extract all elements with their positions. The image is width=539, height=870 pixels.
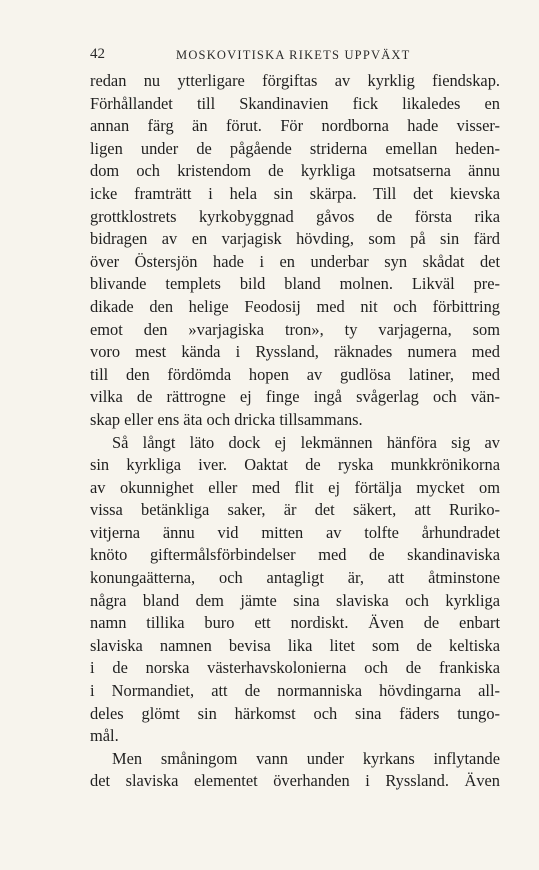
text-line: ligen under de pågående striderna emellan heden- bbox=[90, 138, 500, 158]
text-line: slaviska namnen bevisa lika litet som de keltiska bbox=[90, 635, 500, 655]
text-line: några bland dem jämte sina slaviska och kyrkliga bbox=[90, 590, 500, 610]
text-line: mål. bbox=[90, 726, 119, 746]
text-line: annan färg än förut. För nordborna hade visser- bbox=[90, 116, 500, 136]
text-line: vilka de rättrogne ej finge ingå svågerlag och vän- bbox=[90, 387, 500, 407]
text-line: vissa betänkliga saker, är det säkert, att Ruriko- bbox=[90, 500, 500, 520]
text-line: emot den »varjagiska tron», ty varjagerna, som bbox=[90, 319, 500, 339]
text-line: Förhållandet till Skandinavien fick likaledes en bbox=[90, 93, 500, 113]
text-line: blivande templets bild bland molnen. Likväl pre- bbox=[90, 274, 500, 294]
body-text bbox=[90, 70, 500, 793]
text-line: icke framträtt i hela sin skärpa. Till det kievska bbox=[90, 183, 500, 203]
text-line: grottklostrets kyrkobyggnad gåvos de första rika bbox=[90, 206, 500, 226]
text-line: konungaätterna, och antagligt är, att åtminstone bbox=[90, 568, 500, 588]
text-line: över Östersjön hade i en underbar syn skådat det bbox=[90, 251, 500, 271]
text-line: av okunnighet eller med flit ej förtälja mycket om bbox=[90, 477, 500, 497]
text-line: Men småningom vann under kyrkans inflytande bbox=[112, 748, 500, 768]
text-line: till den fördömda hopen av gudlösa latiner, med bbox=[90, 364, 500, 384]
text-line: dikade den helige Feodosij med nit och förbittring bbox=[90, 296, 500, 316]
text-line: skap eller ens äta och dricka tillsammans. bbox=[90, 409, 363, 429]
page-number: 42 bbox=[90, 46, 105, 62]
page-header bbox=[90, 46, 500, 66]
text-line: namn tillika buro ett nordiskt. Även de enbart bbox=[90, 613, 500, 633]
text-line: bidragen av en varjagisk hövding, som på sin färd bbox=[90, 229, 500, 249]
text-line: Så långt läto dock ej lekmännen hänföra sig av bbox=[112, 432, 500, 452]
running-head: MOSKOVITISKA RIKETS UPPVÄXT bbox=[176, 48, 411, 62]
text-line: i Normandiet, att de normanniska hövdingarna all- bbox=[90, 681, 500, 701]
text-line: sin kyrkliga iver. Oaktat de ryska munkkrönikorna bbox=[90, 455, 500, 475]
text-line: redan nu ytterligare förgiftas av kyrklig fiendskap. bbox=[90, 71, 500, 90]
text-line: voro mest kända i Ryssland, räknades numera med bbox=[90, 342, 500, 362]
text-line: deles glömt sin härkomst och sina fäders tungo- bbox=[90, 703, 500, 723]
text-line: dom och kristendom de kyrkliga motsatserna ännu bbox=[90, 161, 500, 181]
text-line: i de norska västerhavskolonierna och de frankiska bbox=[90, 658, 500, 678]
text-line: vitjerna ännu vid mitten av tolfte århundradet bbox=[90, 522, 500, 542]
text-line: det slaviska elementet överhanden i Ryssland. Även bbox=[90, 771, 500, 791]
text-line: knöto giftermålsförbindelser med de skandinaviska bbox=[90, 545, 500, 565]
